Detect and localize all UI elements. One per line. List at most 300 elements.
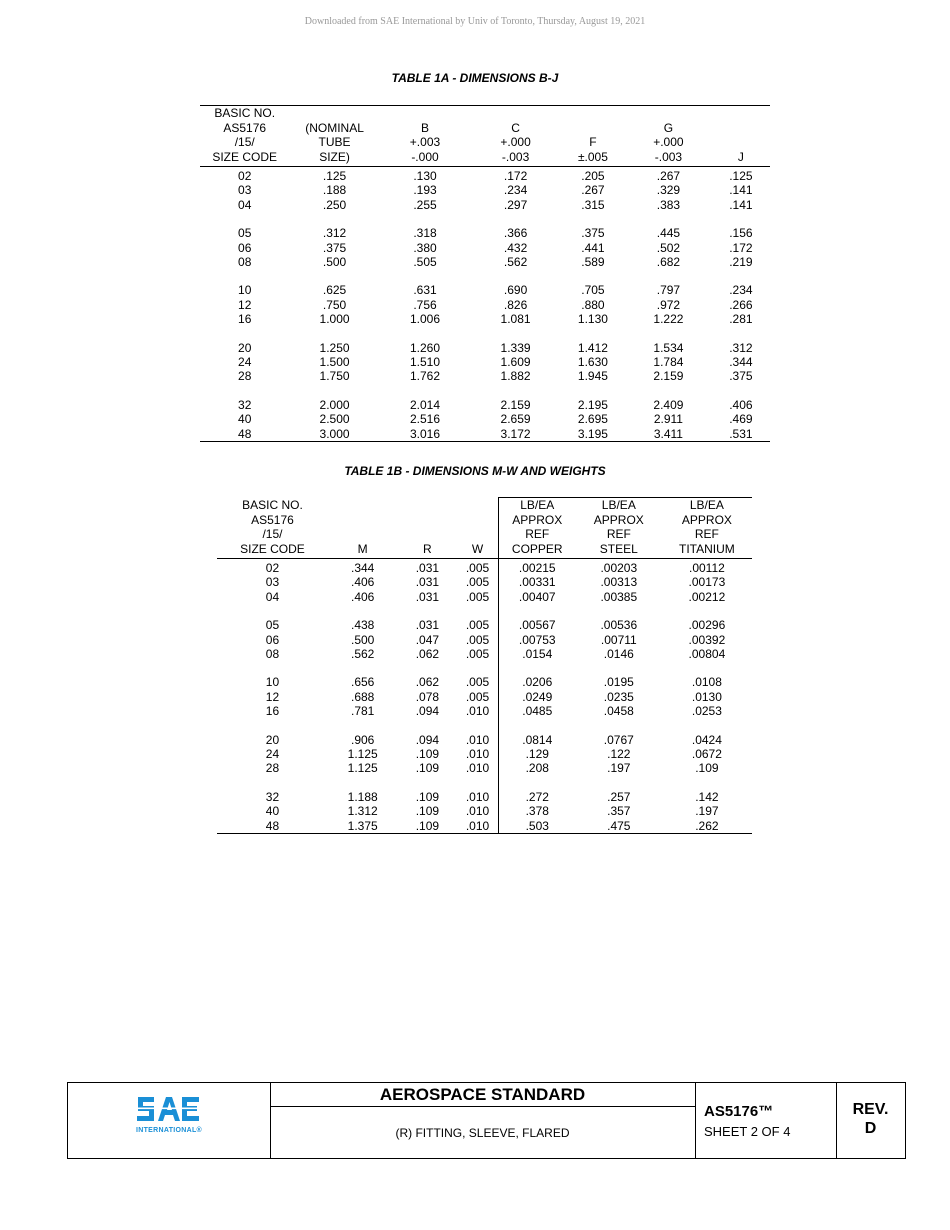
table-1b-header (217, 498, 752, 559)
table-cell: .0424 (691, 732, 722, 747)
table-cell: 2.159 (500, 397, 531, 412)
header-line: R (423, 541, 432, 556)
table-cell: .142 (695, 789, 719, 804)
table-cell: .094 (415, 704, 440, 719)
table-cell: .031 (415, 618, 440, 633)
document-number: AS5176™ (704, 1103, 774, 1120)
table-cell: .266 (729, 297, 753, 312)
table-cell: .267 (581, 183, 605, 198)
table-cell: .00804 (688, 647, 726, 662)
header-line: AS5176 (251, 512, 294, 527)
header-line: ±.005 (577, 149, 608, 164)
table-cell: .503 (498, 819, 576, 834)
table-cell: .631 (413, 283, 437, 298)
table-cell: 2.195 (577, 397, 608, 412)
table-cell: .122 (607, 747, 631, 762)
header-line: APPROX (681, 512, 732, 527)
table-cell: .031 (415, 589, 440, 604)
table-cell: .156 (729, 226, 753, 241)
table-cell: .125 (729, 169, 753, 183)
table-row (217, 647, 752, 661)
table-cell: 48 (265, 818, 280, 833)
table-cell: 1.188 (347, 789, 378, 804)
table-cell: .00392 (688, 632, 726, 647)
table-cell: 3.195 (577, 426, 608, 441)
table-cell: 1.125 (347, 747, 378, 762)
table-cell: .010 (465, 789, 490, 804)
table-cell: 2.911 (653, 412, 683, 427)
table-cell: .267 (656, 169, 681, 183)
table-cell: .00313 (600, 575, 638, 590)
table-row (200, 355, 770, 369)
table-cell: .0130 (691, 689, 722, 704)
document-title: (R) FITTING, SLEEVE, FLARED (395, 1126, 570, 1140)
revision-label: REV. (852, 1101, 889, 1118)
table-cell: .005 (465, 675, 490, 690)
header-line: F (589, 135, 597, 149)
table-cell: .031 (415, 561, 440, 575)
table-cell: 2.159 (653, 369, 684, 384)
table-cell: .197 (607, 761, 631, 776)
table-cell: .781 (350, 704, 375, 719)
table-cell: 1.081 (500, 312, 531, 327)
sae-logo (136, 1093, 202, 1134)
table-cell: .756 (413, 297, 437, 312)
table-cell: .250 (322, 197, 347, 212)
table-cell: .500 (322, 255, 347, 270)
table-cell: 1.222 (653, 312, 684, 327)
table-cell: .062 (415, 647, 440, 662)
table-cell: .00112 (688, 561, 725, 575)
table-cell: 28 (238, 369, 252, 384)
table-cell: .188 (322, 183, 347, 198)
table-cell: .010 (465, 804, 490, 819)
table-cell: 02 (238, 169, 252, 183)
table-cell: .344 (729, 355, 753, 370)
table-cell: 02 (265, 561, 280, 575)
table-cell: .475 (607, 818, 631, 833)
table-row (200, 212, 770, 240)
table-cell: 1.006 (409, 312, 440, 327)
table-cell: 1.375 (347, 818, 378, 833)
table-cell: 1.412 (577, 340, 608, 355)
table-cell: .562 (503, 255, 528, 270)
table-row (200, 167, 770, 184)
table-cell: .502 (656, 240, 681, 255)
header-r (397, 498, 457, 559)
table-cell: .00203 (600, 561, 638, 575)
table-cell: 04 (265, 589, 280, 604)
header-line: BASIC NO. (214, 106, 276, 120)
table-cell: .375 (729, 369, 753, 384)
table-cell: .357 (607, 804, 631, 819)
table-cell: .688 (350, 689, 375, 704)
table-row (200, 412, 770, 426)
table-cell: 03 (265, 575, 280, 590)
header-line: COPPER (511, 541, 563, 556)
table-cell: .109 (415, 761, 440, 776)
standard-title: AEROSPACE STANDARD (270, 1083, 695, 1107)
header-w (457, 498, 498, 559)
table-cell: 08 (238, 255, 252, 270)
table-cell: 1.534 (653, 340, 684, 355)
table-cell: .00567 (498, 604, 576, 632)
table-cell: 1.882 (500, 369, 531, 384)
revision-cell (836, 1083, 905, 1158)
header-size-code (217, 498, 328, 559)
table-cell: .972 (656, 297, 681, 312)
table-cell: 20 (238, 340, 252, 355)
header-line: BASIC NO. (242, 498, 303, 512)
table-row (217, 719, 752, 747)
table-1b-body (217, 559, 752, 834)
table-cell: .705 (581, 283, 605, 298)
header-steel-weight (576, 498, 662, 559)
table-cell: 32 (238, 397, 252, 412)
table-cell: 3.000 (319, 426, 350, 441)
header-line: APPROX (593, 512, 644, 527)
table-cell: 1.609 (500, 355, 531, 370)
table-cell: .010 (465, 704, 490, 719)
table-row (217, 590, 752, 604)
table-cell: 03 (238, 183, 252, 198)
table-cell: .005 (465, 561, 490, 575)
header-line: AS5176 (223, 120, 267, 135)
header-f (561, 106, 625, 167)
table-cell: 10 (238, 283, 252, 298)
table-cell: 24 (238, 355, 252, 370)
table-cell: 20 (265, 732, 280, 747)
table-cell: .109 (415, 789, 440, 804)
table-cell: .00711 (600, 632, 637, 647)
table-row (217, 690, 752, 704)
table-cell: .219 (729, 255, 753, 270)
table-cell: .0458 (603, 704, 634, 719)
table-cell: 1.125 (347, 761, 378, 776)
table-cell: .441 (581, 240, 605, 255)
title-cell (270, 1083, 696, 1158)
header-line: -.000 (411, 149, 439, 164)
header-j (712, 106, 770, 167)
header-line: J (737, 149, 744, 164)
header-b (380, 106, 471, 167)
table-cell: 2.409 (653, 397, 684, 412)
table-cell: 1.510 (409, 355, 440, 370)
table-row (217, 761, 752, 775)
table-cell: 28 (265, 761, 280, 776)
table-cell: 05 (265, 618, 280, 633)
table-cell: .125 (322, 169, 347, 183)
header-line: W (471, 541, 484, 556)
table-cell: .172 (503, 169, 528, 183)
table-row (200, 369, 770, 383)
table-row (217, 776, 752, 804)
table-cell: .315 (581, 197, 605, 212)
header-size-code (200, 106, 289, 167)
table-cell: 1.500 (319, 355, 350, 370)
table-cell: .262 (695, 818, 719, 833)
table-row (217, 575, 752, 589)
header-line: -.003 (654, 149, 683, 164)
table-cell: 32 (265, 789, 280, 804)
header-line: +.000 (653, 135, 684, 149)
header-line: C (511, 120, 520, 135)
table-cell: .255 (413, 197, 437, 212)
table-cell: 3.411 (653, 426, 683, 441)
table-cell: .109 (415, 747, 440, 762)
table-cell: .380 (413, 240, 437, 255)
table-row (217, 559, 752, 576)
table-cell: .130 (413, 169, 437, 183)
header-line: -.003 (501, 149, 530, 164)
table-cell: 2.014 (409, 397, 440, 412)
table-cell: .00753 (498, 633, 576, 647)
download-watermark: Downloaded from SAE International by Univ of Toronto, Thursday, August 19, 2021 (304, 16, 646, 27)
table-cell: .0253 (691, 704, 722, 719)
table-cell: .500 (350, 632, 375, 647)
table-cell: 1.630 (577, 355, 608, 370)
header-line: SIZE) (319, 149, 350, 164)
table-cell: .197 (695, 804, 719, 819)
table-cell: .094 (415, 732, 440, 747)
table-cell: .00407 (498, 590, 576, 604)
table-cell: .880 (581, 297, 605, 312)
header-line: /15/ (234, 135, 255, 149)
table-cell: .281 (729, 312, 753, 327)
table-cell: 16 (238, 312, 252, 327)
table-cell: .010 (465, 732, 490, 747)
table-cell: 05 (238, 226, 252, 241)
header-copper-weight (498, 498, 576, 559)
table-row (217, 604, 752, 632)
table-row (217, 661, 752, 689)
table-cell: .010 (465, 747, 490, 762)
table-cell: 04 (238, 197, 252, 212)
table-cell: 06 (265, 632, 280, 647)
table-cell: .234 (503, 183, 528, 198)
table-cell: 08 (265, 647, 280, 662)
table-1b-title: TABLE 1B - DIMENSIONS M-W AND WEIGHTS (344, 464, 606, 478)
header-line: M (357, 541, 368, 556)
table-1a-title: TABLE 1A - DIMENSIONS B-J (391, 71, 559, 85)
table-cell: .406 (350, 589, 375, 604)
table-cell: 48 (238, 426, 252, 441)
table-cell: .047 (415, 632, 440, 647)
header-line: REF (694, 527, 719, 541)
table-cell: 2.500 (319, 412, 350, 427)
table-cell: .0249 (498, 690, 576, 704)
header-g (625, 106, 712, 167)
table-cell: .0485 (498, 704, 576, 718)
table-cell: .0235 (603, 689, 634, 704)
table-cell: .318 (413, 226, 437, 241)
header-nominal-tube-size (289, 106, 379, 167)
table-cell: .109 (415, 818, 440, 833)
table-row (200, 312, 770, 326)
table-cell: .257 (607, 789, 631, 804)
header-line: G (663, 120, 674, 135)
table-row (217, 704, 752, 718)
table-cell: .297 (503, 197, 528, 212)
table-cell: 1.130 (577, 312, 608, 327)
header-line: TITANIUM (679, 541, 735, 556)
table-cell: 12 (238, 297, 252, 312)
table-cell: .005 (465, 618, 490, 633)
table-cell: .375 (581, 226, 605, 241)
table-cell: .589 (581, 255, 605, 270)
header-line: REF (606, 527, 631, 541)
table-cell: 2.516 (409, 412, 440, 427)
table-cell: 40 (238, 412, 252, 427)
table-cell: .005 (465, 575, 490, 590)
table-cell: .445 (656, 226, 681, 241)
table-cell: .366 (503, 226, 528, 241)
revision-value: D (864, 1120, 877, 1137)
table-cell: .312 (729, 340, 753, 355)
table-cell: .005 (465, 689, 490, 704)
table-cell: 2.659 (500, 412, 531, 427)
header-line: SIZE CODE (212, 149, 278, 164)
table-cell: .00385 (600, 589, 638, 604)
table-cell: 2.695 (577, 412, 608, 427)
table-cell: .750 (322, 297, 347, 312)
table-row (200, 183, 770, 197)
table-cell: .406 (350, 575, 375, 590)
table-cell: .562 (350, 647, 375, 662)
table-cell: 40 (265, 804, 280, 819)
table-cell: 1.945 (577, 369, 608, 384)
header-line: STEEL (599, 541, 638, 556)
header-line: LB/EA (520, 498, 555, 512)
table-cell: 16 (265, 704, 280, 719)
table-cell: .0672 (691, 747, 722, 762)
table-cell: .0146 (603, 647, 634, 662)
header-line: SIZE CODE (240, 541, 305, 556)
header-c (470, 106, 561, 167)
table-cell: .438 (350, 618, 375, 633)
table-cell: .141 (729, 197, 753, 212)
table-cell: .00212 (688, 589, 726, 604)
sheet-number: SHEET 2 OF 4 (704, 1124, 791, 1139)
table-cell: .234 (729, 283, 753, 298)
table-cell: 1.784 (653, 355, 684, 370)
table-cell: .005 (465, 589, 490, 604)
header-m (328, 498, 398, 559)
table-cell: .0767 (603, 732, 634, 747)
table-cell: 10 (265, 675, 280, 690)
table-row (217, 819, 752, 834)
table-cell: .205 (581, 169, 605, 183)
table-cell: .0206 (498, 661, 576, 689)
table-cell: 3.172 (500, 426, 531, 441)
table-cell: .141 (729, 183, 753, 198)
table-row (217, 804, 752, 818)
header-line: LB/EA (689, 498, 724, 512)
table-cell: .172 (729, 240, 753, 255)
table-cell: 1.762 (409, 369, 440, 384)
table-row (200, 427, 770, 442)
table-cell: .010 (465, 818, 490, 833)
header-line: (NOMINAL (305, 120, 364, 135)
table-cell: 2.000 (319, 397, 350, 412)
table-cell: .0195 (603, 675, 634, 690)
table-cell: .656 (350, 675, 375, 690)
table-cell: .312 (322, 226, 347, 241)
table-cell: .00331 (498, 575, 576, 589)
table-cell: .0154 (498, 647, 576, 661)
table-cell: .00536 (600, 618, 638, 633)
table-cell: .00296 (688, 618, 726, 633)
table-row (200, 241, 770, 255)
table-cell: .625 (322, 283, 347, 298)
table-cell: .208 (498, 761, 576, 775)
table-row (200, 198, 770, 212)
table-cell: .383 (656, 197, 681, 212)
table-cell: .906 (350, 732, 375, 747)
table-cell: .505 (413, 255, 437, 270)
table-cell: .432 (503, 240, 528, 255)
table-cell: 1.000 (319, 312, 350, 327)
table-row (200, 298, 770, 312)
table-cell: 3.016 (409, 426, 440, 441)
table-cell: 1.750 (319, 369, 350, 384)
table-cell: .344 (350, 561, 375, 575)
table-1a-body (200, 167, 770, 442)
logo-subtext: INTERNATIONAL® (136, 1127, 203, 1134)
table-cell: .109 (415, 804, 440, 819)
table-cell: .690 (503, 283, 528, 298)
header-line: /15/ (262, 527, 283, 541)
table-cell: .375 (322, 240, 347, 255)
table-cell: .531 (729, 426, 753, 441)
table-1b (217, 497, 752, 834)
table-cell: .129 (498, 747, 576, 761)
table-cell: .193 (413, 183, 437, 198)
header-line: B (420, 120, 429, 135)
document-number-cell (695, 1083, 837, 1158)
header-line: TUBE (318, 135, 351, 149)
table-cell: 06 (238, 240, 252, 255)
logo-cell (68, 1083, 271, 1158)
table-cell: 1.250 (319, 340, 350, 355)
table-cell: .109 (695, 761, 719, 776)
header-line: APPROX (512, 512, 563, 527)
table-cell: .682 (656, 255, 681, 270)
table-cell: 24 (265, 747, 280, 762)
table-cell: .062 (415, 675, 440, 690)
table-row (200, 255, 770, 269)
table-cell: 12 (265, 689, 280, 704)
title-block (67, 1082, 906, 1159)
table-cell: .00173 (688, 575, 726, 590)
table-cell: 1.312 (347, 804, 378, 819)
header-line: +.000 (500, 135, 531, 149)
sae-logo-icon (136, 1093, 200, 1125)
table-cell: .826 (503, 297, 528, 312)
table-row (217, 633, 752, 647)
table-cell: .329 (656, 183, 681, 198)
table-cell: .00215 (498, 559, 576, 576)
table-cell: .378 (498, 804, 576, 818)
table-cell: .272 (498, 776, 576, 804)
header-line: REF (525, 527, 550, 541)
table-row (217, 747, 752, 761)
header-line: LB/EA (601, 498, 636, 512)
table-cell: .406 (729, 397, 753, 412)
table-row (200, 269, 770, 297)
table-cell: .078 (415, 689, 440, 704)
table-cell: .797 (656, 283, 681, 298)
